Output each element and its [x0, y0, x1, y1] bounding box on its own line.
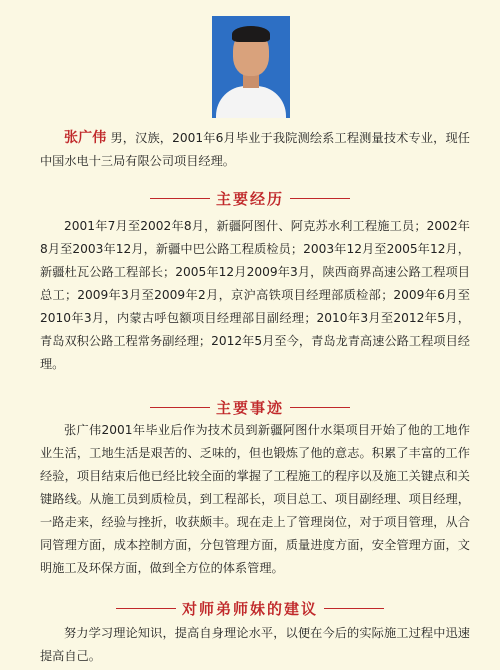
section-heading-experience — [0, 187, 500, 209]
section-heading-deeds — [0, 396, 500, 418]
advice-paragraph: 努力学习理论知识，提高自身理论水平，以便在今后的实际施工过程中迅速提高自己。 — [40, 626, 470, 663]
experience-paragraph: 2001年7月至2002年8月，新疆阿图什、阿克苏水利工程施工员；2002年8月至2003年12月，新疆中巴公路工程质检员；2003年12月至2005年12月，新疆杜瓦公路工程部长；2005年12月2009年3月，陕西商界高速公路工程项目总工；2009年3月至2009年2月，京沪高铁项目经理部质检部；2009年6月至2010年3月，内蒙古呼包额项目经理部目副经理；2010年3月至2012年5月，青岛双积公路工程常务副经理；2012年5月至今，青岛龙青高速公路工程项目经理。 — [40, 219, 470, 371]
section-title: 主要经历 — [215, 189, 284, 208]
heading-line-right — [290, 198, 350, 199]
photo-shirt — [216, 86, 286, 118]
heading-line-left — [150, 198, 210, 199]
heading-line-right — [290, 407, 350, 408]
intro-paragraph — [40, 127, 470, 173]
heading-line-right — [324, 608, 384, 609]
section-title: 对师弟师妹的建议 — [181, 599, 318, 618]
heading-line-left — [150, 407, 210, 408]
section-title: 主要事迹 — [215, 398, 284, 417]
person-name: 张广伟 — [64, 130, 107, 146]
deeds-paragraph: 张广伟2001年毕业后作为技术员到新疆阿图什水渠项目开始了他的工地作业生活，工地生活是艰苦的、乏味的，但也锻炼了他的意志。积累了丰富的工作经验，项目结束后他已经比较全面的掌握了工程施工的程序以及施工关键点和关键路线。从施工员到质检员，到工程部长，项目总工、项目副经理、项目经理，一路走来，经验与挫折，收获颇丰。现在走上了管理岗位，对于项目管理，从合同管理方面，成本控制方面，分包管理方面，质量进度方面，安全管理方面，文明施工及环保方面，做到全方位的体系管理。 — [40, 423, 470, 575]
portrait-photo — [212, 16, 290, 118]
heading-line-left — [116, 608, 176, 609]
photo-hair — [232, 26, 270, 42]
section-heading-advice — [0, 597, 500, 619]
intro-text: 男，汉族，2001年6月毕业于我院测绘系工程测量技术专业，现任中国水电十三局有限公司项目经理。 — [40, 131, 470, 168]
